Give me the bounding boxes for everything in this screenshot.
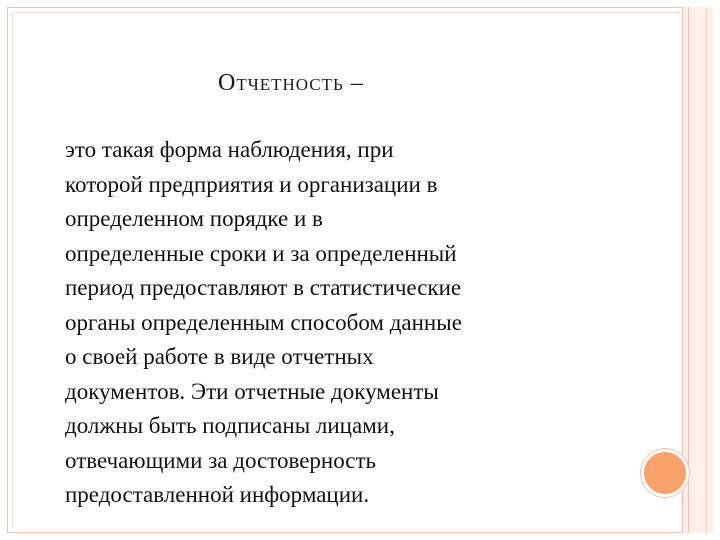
side-band-line — [688, 7, 689, 533]
frame-inner-line — [12, 12, 13, 528]
accent-circle — [641, 449, 689, 497]
frame-top-line — [12, 12, 709, 13]
side-band — [682, 7, 713, 533]
slide-body-text: это такая форма наблюдения, при которой предприятия и организации в определенном порядке и в определенные сроки и за определенный период предоставляют в статистические органы определенным способом данные о своей работе в виде отчетных документов. Эти отчетные документы должны быть подписаны лицами, отвечающими за достоверность предоставленной информации. — [65, 137, 462, 507]
slide-title: Отчетность – — [218, 70, 364, 96]
side-band-line-outer — [706, 7, 707, 533]
